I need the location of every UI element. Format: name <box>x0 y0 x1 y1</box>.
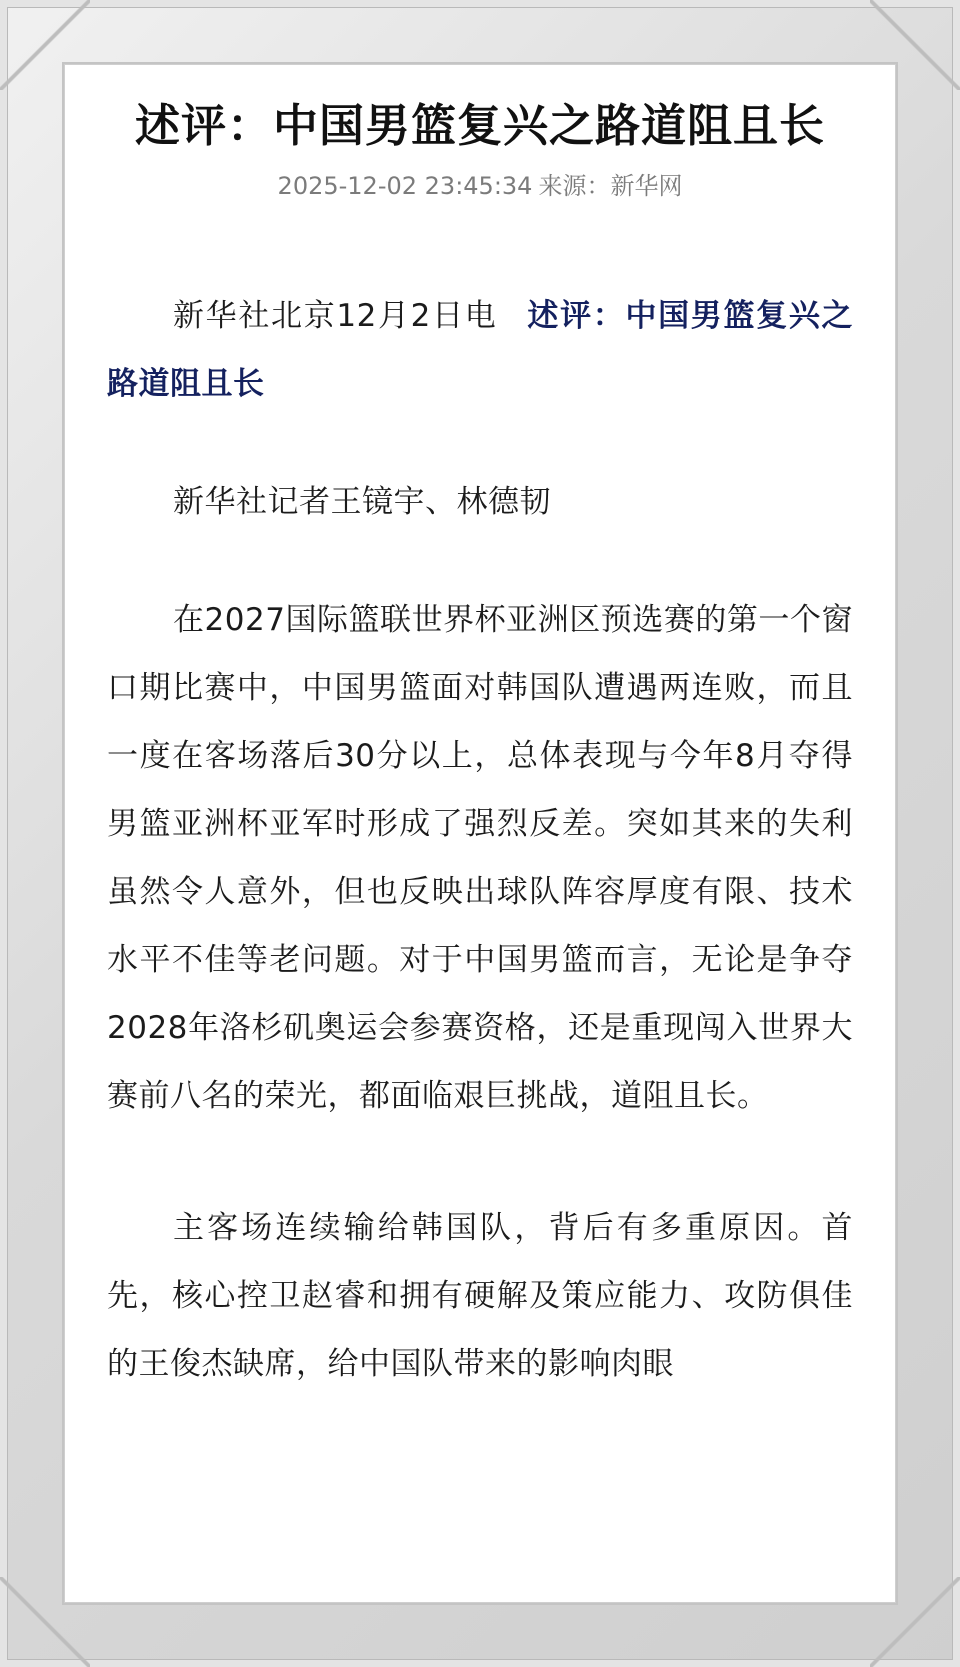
dateline: 新华社北京12月2日电 <box>173 298 498 334</box>
lead-title: 述评：中国男篮复兴之路道阻且长 <box>107 298 853 402</box>
lead-paragraph <box>107 282 853 418</box>
article-meta <box>64 168 896 204</box>
article-title: 述评：中国男篮复兴之路道阻且长 <box>134 99 825 152</box>
article-body <box>64 282 896 1398</box>
publish-datetime: 2025-12-02 23:45:34 <box>277 172 533 200</box>
source-label: 来源：新华网 <box>538 172 683 200</box>
body-paragraph: 在2027国际篮联世界杯亚洲区预选赛的第一个窗口期比赛中，中国男篮面对韩国队遭遇两连败，而且一度在客场落后30分以上，总体表现与今年8月夺得男篮亚洲杯亚军时形成了强烈反差。突如其来的失利虽然令人意外，但也反映出球队阵容厚度有限、技术水平不佳等老问题。对于中国男篮而言，无论是争夺2028年洛杉矶奥运会参赛资格，还是重现闯入世界大赛前八名的荣光，都面临艰巨挑战，道阻且长。 <box>107 602 853 1114</box>
byline: 新华社记者王镜宇、林德韧 <box>173 484 551 520</box>
article-page <box>64 64 896 1603</box>
body-paragraph: 主客场连续输给韩国队，背后有多重原因。首先，核心控卫赵睿和拥有硬解及策应能力、攻防俱佳的王俊杰缺席，给中国队带来的影响肉眼 <box>107 1210 853 1382</box>
